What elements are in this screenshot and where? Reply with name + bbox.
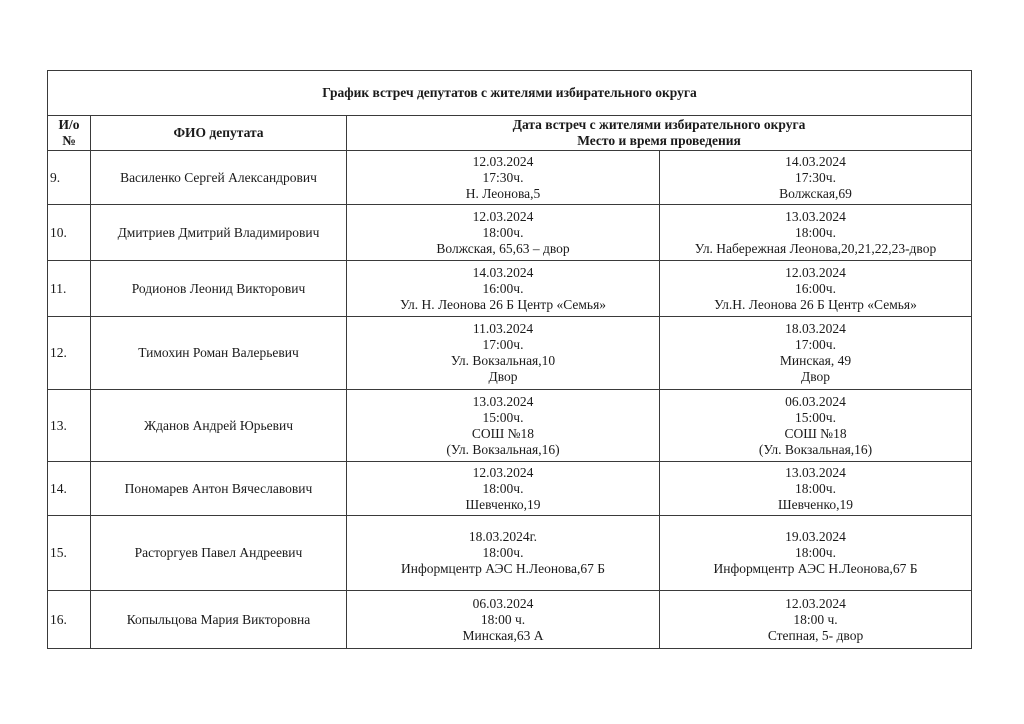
table-row xyxy=(48,516,972,591)
second-meeting-cell xyxy=(660,462,972,516)
meeting-line: 12.03.2024 xyxy=(785,595,846,611)
second-meeting-cell xyxy=(660,205,972,261)
meeting-line: 18:00ч. xyxy=(482,224,524,240)
meeting-line: Информцентр АЭС Н.Леонова,67 Б xyxy=(401,561,605,576)
meeting-line: 15:00ч. xyxy=(795,409,836,425)
meeting-line: 11.03.2024 xyxy=(472,321,534,336)
meeting-line: Степная, 5- двор xyxy=(767,627,864,643)
table-row xyxy=(48,462,972,516)
meeting-line: 18:00 ч. xyxy=(480,611,526,627)
table-row xyxy=(48,390,972,462)
first-meeting-cell xyxy=(347,261,660,317)
meeting-line: Волжская, 65,63 – двор xyxy=(436,240,570,256)
meeting-line: Волжская,69 xyxy=(779,185,852,201)
second-meeting-cell xyxy=(660,591,972,649)
document-page xyxy=(47,70,971,649)
meeting-line: 17:30ч. xyxy=(482,169,524,185)
meeting-line: Ул. Н. Леонова 26 Б Центр «Семья» xyxy=(399,296,607,312)
meeting-line: 13.03.2024 xyxy=(472,393,534,409)
meeting-line: 06.03.2024 xyxy=(785,393,846,409)
meeting-line: 13.03.2024 xyxy=(785,208,846,224)
meeting-line: 12.03.2024 xyxy=(785,264,846,280)
second-meeting-cell xyxy=(660,261,972,317)
row-number: 12. xyxy=(48,317,91,390)
first-meeting-cell xyxy=(347,462,660,516)
row-number: 10. xyxy=(48,205,91,261)
meeting-line: Ул.Н. Леонова 26 Б Центр «Семья» xyxy=(714,296,917,312)
table-row xyxy=(48,205,972,261)
meeting-line: 06.03.2024 xyxy=(472,595,534,611)
table-row xyxy=(48,151,972,205)
deputy-name: Пономарев Антон Вячеславович xyxy=(91,462,347,516)
meeting-line: 14.03.2024 xyxy=(472,264,534,280)
meeting-line: 12.03.2024 xyxy=(472,208,534,224)
header-name: ФИО депутата xyxy=(91,116,347,151)
first-meeting-cell xyxy=(347,516,660,591)
deputy-name: Дмитриев Дмитрий Владимирович xyxy=(91,205,347,261)
meeting-line: Ул. Набережная Леонова,20,21,22,23-двор xyxy=(694,240,937,256)
second-meeting-cell xyxy=(660,390,972,462)
table-row xyxy=(48,591,972,649)
meeting-line: 12.03.2024 xyxy=(472,464,534,480)
row-number: 14. xyxy=(48,462,91,516)
row-number: 15. xyxy=(48,516,91,591)
meeting-line: 17:30ч. xyxy=(795,169,836,185)
meeting-line: СОШ №18 xyxy=(784,425,847,441)
table-row xyxy=(48,317,972,390)
meeting-line: 16:00ч. xyxy=(795,280,836,296)
meeting-line: 16:00ч. xyxy=(482,280,524,296)
meeting-line: 18:00ч. xyxy=(795,224,836,240)
meeting-line: Шевченко,19 xyxy=(465,496,541,512)
meeting-line: 13.03.2024 xyxy=(785,464,846,480)
meeting-line: Минская,63 А xyxy=(462,627,544,643)
deputy-name: Василенко Сергей Александрович xyxy=(91,151,347,205)
meeting-line: (Ул. Вокзальная,16) xyxy=(758,441,873,457)
row-number: 9. xyxy=(48,151,91,205)
table-title: График встреч депутатов с жителями избирательного округа xyxy=(48,71,972,116)
meeting-line: 18:00ч. xyxy=(482,545,524,560)
meeting-line: 12.03.2024 xyxy=(472,153,534,169)
deputy-name: Копыльцова Мария Викторовна xyxy=(91,591,347,649)
meeting-line: 18:00ч. xyxy=(795,545,836,560)
meeting-line: Информцентр АЭС Н.Леонова,67 Б xyxy=(713,561,918,576)
meeting-line: Двор xyxy=(488,369,518,384)
deputy-name: Жданов Андрей Юрьевич xyxy=(91,390,347,462)
meeting-line: Шевченко,19 xyxy=(778,496,853,512)
header-dates: Дата встреч с жителями избирательного округа Место и время проведения xyxy=(347,116,972,151)
meeting-line: 14.03.2024 xyxy=(785,153,846,169)
second-meeting-cell xyxy=(660,151,972,205)
meeting-line: 18.03.2024 xyxy=(785,321,846,336)
table-row xyxy=(48,261,972,317)
meeting-line: Ул. Вокзальная,10 xyxy=(450,353,556,368)
row-number: 11. xyxy=(48,261,91,317)
deputy-name: Родионов Леонид Викторович xyxy=(91,261,347,317)
meeting-line: 15:00ч. xyxy=(482,409,524,425)
meeting-line: Минская, 49 xyxy=(779,353,852,368)
first-meeting-cell xyxy=(347,390,660,462)
meeting-line: 18:00ч. xyxy=(482,480,524,496)
meeting-line: 18.03.2024г. xyxy=(468,529,538,544)
first-meeting-cell xyxy=(347,591,660,649)
meetings-table xyxy=(47,70,972,649)
meeting-line: 17:00ч. xyxy=(795,337,836,352)
meeting-line: 19.03.2024 xyxy=(785,529,846,544)
first-meeting-cell xyxy=(347,317,660,390)
table-body xyxy=(48,151,972,649)
meeting-line: Н. Леонова,5 xyxy=(465,185,541,201)
meeting-line: 18:00 ч. xyxy=(793,611,838,627)
second-meeting-cell xyxy=(660,516,972,591)
row-number: 16. xyxy=(48,591,91,649)
first-meeting-cell xyxy=(347,151,660,205)
meeting-line: Двор xyxy=(801,369,830,384)
second-meeting-cell xyxy=(660,317,972,390)
meeting-line: 17:00ч. xyxy=(482,337,524,352)
meeting-line: (Ул. Вокзальная,16) xyxy=(446,441,560,457)
row-number: 13. xyxy=(48,390,91,462)
first-meeting-cell xyxy=(347,205,660,261)
deputy-name: Расторгуев Павел Андреевич xyxy=(91,516,347,591)
meeting-line: 18:00ч. xyxy=(795,480,836,496)
meeting-line: СОШ №18 xyxy=(471,425,535,441)
deputy-name: Тимохин Роман Валерьевич xyxy=(91,317,347,390)
header-number: И/о № xyxy=(48,116,91,151)
